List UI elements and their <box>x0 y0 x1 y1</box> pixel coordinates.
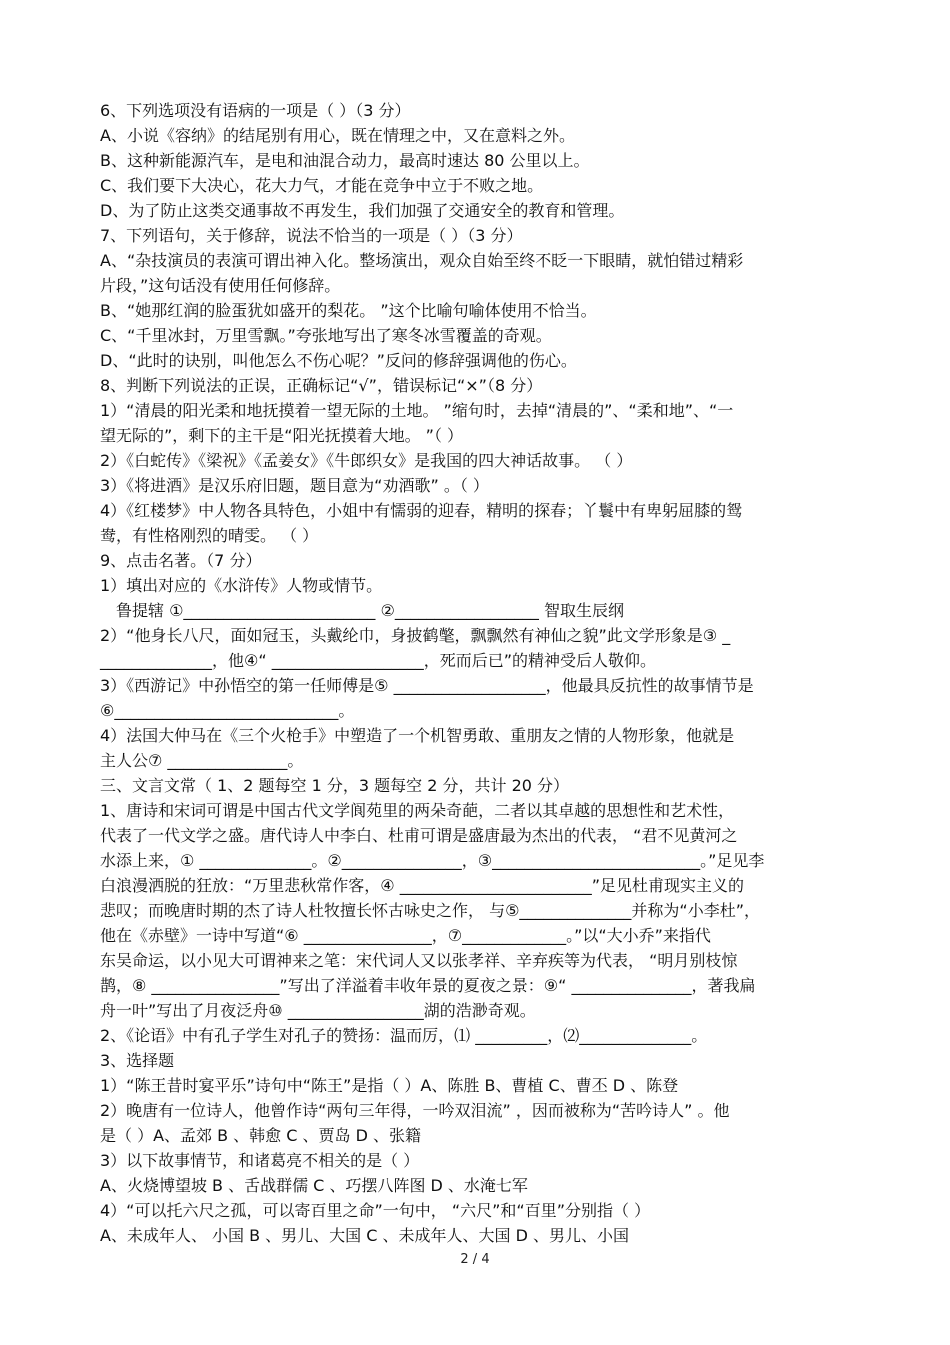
text-line: 1）“陈王昔时宴平乐”诗句中“陈王”是指（ ）A、陈胜 B、曹植 C、曹丕 D 、陈登 <box>100 1076 679 1095</box>
text-line: A、“杂技演员的表演可谓出神入化。整场演出，观众自始至终不眨一下眼睛，就怕错过精彩 <box>100 251 744 270</box>
text-line: 7、下列语句，关于修辞，说法不恰当的一项是（ ）（3 分） <box>100 226 523 245</box>
text-line: D、为了防止这类交通事故不再发生，我们加强了交通安全的教育和管理。 <box>100 201 625 220</box>
text-line: 鲁提辖 ①________________________ ②__________________ 智取生辰纲 <box>100 601 624 620</box>
text-line: A、火烧博望坡 B 、舌战群儒 C 、巧摆八阵图 D 、水淹七军 <box>100 1176 528 1195</box>
text-line: 1、唐诗和宋词可谓是中国古代文学阆苑里的两朵奇葩，二者以其卓越的思想性和艺术性， <box>100 801 735 820</box>
text-line: 3）以下故事情节，和诸葛亮不相关的是（ ） <box>100 1151 420 1170</box>
text-line: 片段，”这句话没有使用任何修辞。 <box>100 276 341 295</box>
text-line: 2）晚唐有一位诗人，他曾作诗“两句三年得，一吟双泪流” ，因而被称为“苦吟诗人” 。他 <box>100 1101 730 1120</box>
text-line: B、这种新能源汽车，是电和油混合动力，最高时速达 80 公里以上。 <box>100 151 590 170</box>
text-line: A、小说《容纳》的结尾别有用心，既在情理之中，又在意料之外。 <box>100 126 575 145</box>
text-line: 舟一叶”写出了月夜泛舟⑩ _________________湖的浩渺奇观。 <box>100 1001 536 1020</box>
text-line: 白浪漫洒脱的狂放：“万里悲秋常作客，④ ________________________”足见杜甫现实主义的 <box>100 876 745 895</box>
text-line: 4）法国大仲马在《三个火枪手》中塑造了一个机智勇敢、重朋友之情的人物形象，他就是 <box>100 726 735 745</box>
text-line: 4）“可以托六尺之孤，可以寄百里之命”一句中， “六尺”和“百里”分别指（ ） <box>100 1201 651 1220</box>
text-line: A、未成年人、 小国 B 、男儿、大国 C 、未成年人、大国 D 、男儿、小国 <box>100 1226 630 1245</box>
text-line: 3）《西游记》中孙悟空的第一任师傅是⑤ ___________________，他最具反抗性的故事情节是 <box>100 676 754 695</box>
text-line: D、“此时的诀别，叫他怎么不伤心呢？”反问的修辞强调他的伤心。 <box>100 351 577 370</box>
text-line: 2、《论语》中有孔子学生对孔子的赞扬：温而厉，⑴ _________，⑵______________。 <box>100 1026 708 1045</box>
text-line: 代表了一代文学之盛。唐代诗人中李白、杜甫可谓是盛唐最为杰出的代表， “君不见黄河之 <box>100 826 738 845</box>
text-line: 8、判断下列说法的正误，正确标记“√”，错误标记“×”（8 分） <box>100 376 543 395</box>
text-line: 东吴命运，以小见大可谓神来之笔：宋代词人又以张孝祥、辛弃疾等为代表， “明月别枝惊 <box>100 951 738 970</box>
text-line: 3）《将进酒》是汉乐府旧题，题目意为“劝酒歌” 。（ ） <box>100 476 489 495</box>
text-line: 鸯，有性格刚烈的晴雯。 （ ） <box>100 526 319 545</box>
text-line: 是（ ）A、孟郊 B 、韩愈 C 、贾岛 D 、张籍 <box>100 1126 422 1145</box>
text-line: 他在《赤壁》一诗中写道“⑥ ________________，⑦_____________。”以“大小乔”来指代 <box>100 926 711 945</box>
text-line: 悲叹；而晚唐时期的杰了诗人杜牧擅长怀古咏史之作， 与⑤______________并称为“小李杜”， <box>100 901 761 920</box>
text-line: B、“她那红润的脸蛋犹如盛开的梨花。 ”这个比喻句喻体使用不恰当。 <box>100 301 597 320</box>
text-line: C、“千里冰封，万里雪飘。”夸张地写出了寒冬冰雪覆盖的奇观。 <box>100 326 552 345</box>
text-line: 2）“他身长八尺，面如冠玉，头戴纶巾，身披鹤氅，飘飘然有神仙之貌”此文学形象是③ _ <box>100 626 731 645</box>
text-line: 4）《红楼梦》中人物各具特色，小姐中有懦弱的迎春，精明的探春；丫鬟中有卑躬屈膝的鸳 <box>100 501 743 520</box>
text-line: ⑥____________________________。 <box>100 701 355 720</box>
text-line: ______________，他④“ ___________________，死而后已”的精神受后人敬仰。 <box>100 651 657 670</box>
page-number: 2 / 4 <box>460 1252 490 1267</box>
text-line: 9、点击名著。（7 分） <box>100 551 262 570</box>
text-line: 1）“清晨的阳光柔和地抚摸着一望无际的土地。 ”缩句时，去掉“清晨的”、“柔和地”、“一 <box>100 401 734 420</box>
text-line: C、我们要下大决心，花大力气，才能在竞争中立于不败之地。 <box>100 176 544 195</box>
text-line: 3、选择题 <box>100 1051 175 1070</box>
text-line: 主人公⑦ _______________。 <box>100 751 304 770</box>
text-line: 望无际的”，剩下的主干是“阳光抚摸着大地。 ”（ ） <box>100 426 464 445</box>
text-line: 2）《白蛇传》《梁祝》《孟姜女》《牛郎织女》是我国的四大神话故事。 （ ） <box>100 451 633 470</box>
text-line: 1）填出对应的《水浒传》人物或情节。 <box>100 576 383 595</box>
text-line: 6、下列选项没有语病的一项是（ ）（3 分） <box>100 101 411 120</box>
text-line: 水添上来，① ______________。②_______________，③__________________________。”足见李 <box>100 851 765 870</box>
text-line: 鹊，⑧ ________________”写出了洋溢着丰收年景的夏夜之景：⑨“ _______________，著我扁 <box>100 976 756 995</box>
text-line: 三、文言文常（ 1、2 题每空 1 分，3 题每空 2 分，共计 20 分） <box>100 776 570 795</box>
